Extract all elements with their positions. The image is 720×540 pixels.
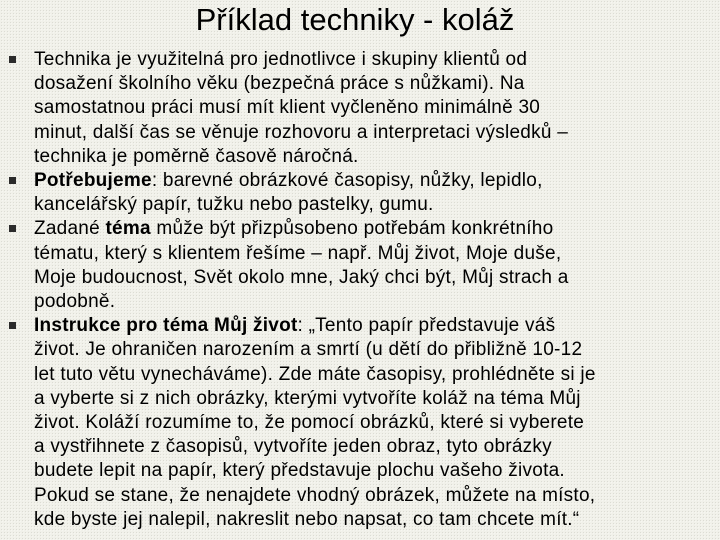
text-run: dosažení školního věku (bezpečná práce s nůžkami). Na [34,73,525,95]
text-run: technika je poměrně časově náročná. [34,145,359,167]
bullet-line [34,290,720,314]
bullet-line [34,338,720,362]
bullet-line [34,459,720,483]
bullet-line [34,121,720,145]
text-run: samostatnou práci musí mít klient vyčleněno minimálně 30 [34,97,541,119]
bullet-list [0,48,720,532]
text-run: : barevné obrázkové časopisy, nůžky, lepidlo, [151,170,543,192]
text-run: kde byste jej nalepil, nakreslit nebo napsat, co tam chcete mít.“ [34,508,580,530]
bullet-item [0,169,720,217]
text-run: život. Je ohraničen narozením a smrtí (u dětí do přibližně 10-12 [34,339,583,361]
text-run: a vyberte si z nich obrázky, kterými vytvoříte koláž na téma Můj [34,387,581,409]
text-run: let tuto větu vynecháváme). Zde máte časopisy, prohlédněte si je [34,363,596,385]
bullet-line [34,96,720,120]
square-bullet-icon [9,56,16,63]
text-run: podobně. [34,291,116,313]
text-run: kancelářský papír, tužku nebo pastelky, gumu. [34,194,434,216]
text-run: Moje budoucnost, Svět okolo mne, Jaký chci být, Můj strach a [34,266,569,288]
bullet-line [34,145,720,169]
bullet-line [34,314,720,338]
bullet-item [0,217,720,314]
text-run: : „Tento papír představuje váš [297,315,556,337]
bullet-item [0,314,720,532]
bullet-line [34,193,720,217]
text-run: budete lepit na papír, který představuje plochu vašeho života. [34,460,565,482]
bullet-line [34,169,720,193]
bullet-line [34,387,720,411]
bullet-line [34,508,720,532]
text-run: může být přizpůsobeno potřebám konkrétního [150,218,554,240]
bullet-line [34,242,720,266]
slide-title: Příklad techniky - koláž [195,2,515,37]
bold-text: Instrukce pro téma Můj život [34,315,298,337]
text-run: a vystřihnete z časopisů, vytvoříte jeden obraz, tyto obrázky [34,436,552,458]
bullet-line [34,48,720,72]
text-run: Zadané [34,218,106,240]
text-run: život. Koláží rozumíme to, že pomocí obrázků, které si vyberete [34,412,585,434]
bullet-item [0,48,720,169]
square-bullet-icon [9,177,16,184]
bold-text: Potřebujeme [34,170,152,192]
bullet-line [34,72,720,96]
text-run: Pokud se stane, že nenajdete vhodný obrázek, můžete na místo, [34,484,596,506]
text-run: tématu, který s klientem řešíme – např. Můj život, Moje duše, [34,242,562,264]
bullet-line [34,484,720,508]
bullet-line [34,435,720,459]
bullet-line [34,266,720,290]
text-run: minut, další čas se věnuje rozhovoru a interpretaci výsledků – [34,121,569,143]
square-bullet-icon [9,225,16,232]
square-bullet-icon [9,322,16,329]
bullet-line [34,411,720,435]
text-run: Technika je využitelná pro jednotlivce i skupiny klientů od [34,49,528,70]
bold-text: téma [105,218,151,240]
bullet-line [34,363,720,387]
bullet-line [34,217,720,241]
